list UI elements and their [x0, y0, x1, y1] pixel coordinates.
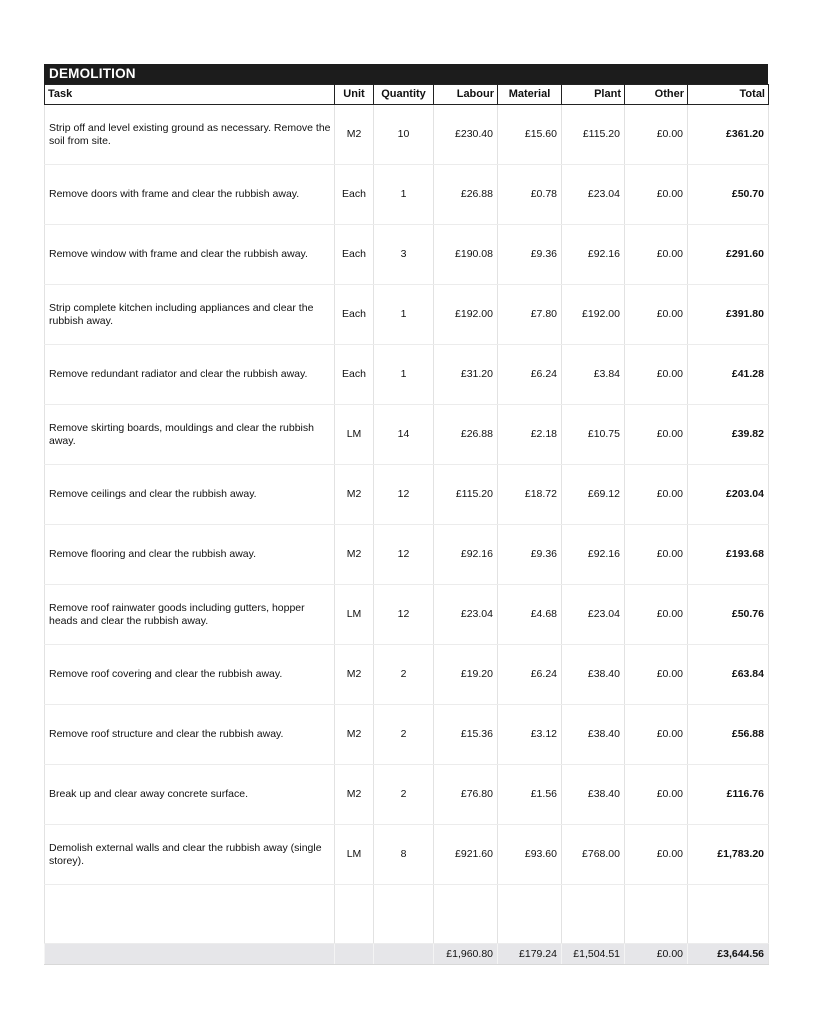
material-cell: £0.78 [498, 165, 562, 225]
quantity-cell: 2 [374, 765, 434, 825]
plant-cell: £23.04 [562, 165, 625, 225]
task-cell: Remove ceilings and clear the rubbish away. [45, 465, 335, 525]
quantity-cell: 2 [374, 645, 434, 705]
labour-cell: £190.08 [434, 225, 498, 285]
labour-cell: £921.60 [434, 825, 498, 885]
table-row [45, 585, 769, 645]
section-title: DEMOLITION [44, 64, 768, 84]
table-row [45, 705, 769, 765]
unit-cell: Each [335, 285, 374, 345]
labour-cell: £192.00 [434, 285, 498, 345]
blank-cell [625, 885, 688, 944]
table-row [45, 105, 769, 165]
task-cell: Remove roof rainwater goods including gutters, hopper heads and clear the rubbish away. [45, 585, 335, 645]
labour-cell: £31.20 [434, 345, 498, 405]
total-cell: £56.88 [688, 705, 769, 765]
table-row [45, 225, 769, 285]
plant-cell: £38.40 [562, 765, 625, 825]
unit-cell: M2 [335, 465, 374, 525]
task-cell: Remove roof structure and clear the rubbish away. [45, 705, 335, 765]
unit-cell: LM [335, 405, 374, 465]
total-other: £0.00 [625, 944, 688, 965]
quantity-cell: 3 [374, 225, 434, 285]
total-cell: £361.20 [688, 105, 769, 165]
other-cell: £0.00 [625, 765, 688, 825]
other-cell: £0.00 [625, 525, 688, 585]
totals-row [45, 944, 769, 965]
task-cell: Remove roof covering and clear the rubbish away. [45, 645, 335, 705]
material-cell: £9.36 [498, 525, 562, 585]
total-labour: £1,960.80 [434, 944, 498, 965]
labour-cell: £26.88 [434, 405, 498, 465]
quantity-cell: 12 [374, 465, 434, 525]
plant-cell: £92.16 [562, 525, 625, 585]
material-cell: £7.80 [498, 285, 562, 345]
header-labour: Labour [434, 85, 498, 105]
total-cell: £41.28 [688, 345, 769, 405]
plant-cell: £23.04 [562, 585, 625, 645]
blank-cell [434, 885, 498, 944]
header-task: Task [45, 85, 335, 105]
total-cell: £63.84 [688, 645, 769, 705]
task-cell: Remove redundant radiator and clear the rubbish away. [45, 345, 335, 405]
table-row [45, 765, 769, 825]
labour-cell: £23.04 [434, 585, 498, 645]
plant-cell: £92.16 [562, 225, 625, 285]
quantity-cell: 2 [374, 705, 434, 765]
table-row [45, 345, 769, 405]
material-cell: £1.56 [498, 765, 562, 825]
total-cell: £291.60 [688, 225, 769, 285]
task-cell: Strip complete kitchen including appliances and clear the rubbish away. [45, 285, 335, 345]
labour-cell: £230.40 [434, 105, 498, 165]
labour-cell: £26.88 [434, 165, 498, 225]
totals-label-cell [45, 944, 335, 965]
material-cell: £2.18 [498, 405, 562, 465]
task-cell: Break up and clear away concrete surface. [45, 765, 335, 825]
grand-total: £3,644.56 [688, 944, 769, 965]
total-cell: £1,783.20 [688, 825, 769, 885]
table-row [45, 825, 769, 885]
unit-cell: LM [335, 585, 374, 645]
total-cell: £116.76 [688, 765, 769, 825]
total-cell: £50.70 [688, 165, 769, 225]
material-cell: £18.72 [498, 465, 562, 525]
other-cell: £0.00 [625, 405, 688, 465]
table-row [45, 465, 769, 525]
plant-cell: £10.75 [562, 405, 625, 465]
plant-cell: £38.40 [562, 645, 625, 705]
unit-cell: M2 [335, 105, 374, 165]
plant-cell: £38.40 [562, 705, 625, 765]
other-cell: £0.00 [625, 645, 688, 705]
quantity-cell: 1 [374, 285, 434, 345]
quantity-cell: 12 [374, 585, 434, 645]
cost-table [44, 84, 769, 965]
unit-cell: M2 [335, 705, 374, 765]
blank-row [45, 885, 769, 944]
blank-cell [498, 885, 562, 944]
plant-cell: £3.84 [562, 345, 625, 405]
labour-cell: £19.20 [434, 645, 498, 705]
other-cell: £0.00 [625, 465, 688, 525]
unit-cell: LM [335, 825, 374, 885]
total-cell: £391.80 [688, 285, 769, 345]
header-material: Material [498, 85, 562, 105]
unit-cell: Each [335, 345, 374, 405]
plant-cell: £192.00 [562, 285, 625, 345]
material-cell: £6.24 [498, 645, 562, 705]
total-cell: £193.68 [688, 525, 769, 585]
other-cell: £0.00 [625, 585, 688, 645]
quantity-cell: 1 [374, 345, 434, 405]
labour-cell: £76.80 [434, 765, 498, 825]
header-plant: Plant [562, 85, 625, 105]
task-cell: Remove flooring and clear the rubbish away. [45, 525, 335, 585]
other-cell: £0.00 [625, 225, 688, 285]
header-quantity: Quantity [374, 85, 434, 105]
quantity-cell: 10 [374, 105, 434, 165]
other-cell: £0.00 [625, 285, 688, 345]
table-row [45, 285, 769, 345]
plant-cell: £115.20 [562, 105, 625, 165]
material-cell: £3.12 [498, 705, 562, 765]
other-cell: £0.00 [625, 345, 688, 405]
labour-cell: £15.36 [434, 705, 498, 765]
task-cell: Remove window with frame and clear the rubbish away. [45, 225, 335, 285]
material-cell: £4.68 [498, 585, 562, 645]
material-cell: £15.60 [498, 105, 562, 165]
quantity-cell: 12 [374, 525, 434, 585]
labour-cell: £115.20 [434, 465, 498, 525]
totals-quantity-cell [374, 944, 434, 965]
unit-cell: M2 [335, 525, 374, 585]
header-other: Other [625, 85, 688, 105]
unit-cell: M2 [335, 645, 374, 705]
header-total: Total [688, 85, 769, 105]
task-cell: Strip off and level existing ground as necessary. Remove the soil from site. [45, 105, 335, 165]
header-row [45, 85, 769, 105]
unit-cell: Each [335, 225, 374, 285]
task-cell: Remove skirting boards, mouldings and clear the rubbish away. [45, 405, 335, 465]
table-row [45, 645, 769, 705]
plant-cell: £69.12 [562, 465, 625, 525]
other-cell: £0.00 [625, 165, 688, 225]
other-cell: £0.00 [625, 705, 688, 765]
unit-cell: Each [335, 165, 374, 225]
material-cell: £9.36 [498, 225, 562, 285]
total-cell: £39.82 [688, 405, 769, 465]
demolition-sheet [44, 64, 768, 965]
total-plant: £1,504.51 [562, 944, 625, 965]
blank-cell [45, 885, 335, 944]
blank-cell [688, 885, 769, 944]
task-cell: Remove doors with frame and clear the rubbish away. [45, 165, 335, 225]
quantity-cell: 14 [374, 405, 434, 465]
quantity-cell: 1 [374, 165, 434, 225]
table-row [45, 525, 769, 585]
quantity-cell: 8 [374, 825, 434, 885]
material-cell: £93.60 [498, 825, 562, 885]
other-cell: £0.00 [625, 825, 688, 885]
blank-cell [335, 885, 374, 944]
table-row [45, 165, 769, 225]
total-cell: £203.04 [688, 465, 769, 525]
blank-cell [562, 885, 625, 944]
blank-cell [374, 885, 434, 944]
other-cell: £0.00 [625, 105, 688, 165]
task-cell: Demolish external walls and clear the rubbish away (single storey). [45, 825, 335, 885]
labour-cell: £92.16 [434, 525, 498, 585]
total-material: £179.24 [498, 944, 562, 965]
plant-cell: £768.00 [562, 825, 625, 885]
unit-cell: M2 [335, 765, 374, 825]
header-unit: Unit [335, 85, 374, 105]
material-cell: £6.24 [498, 345, 562, 405]
total-cell: £50.76 [688, 585, 769, 645]
table-row [45, 405, 769, 465]
totals-unit-cell [335, 944, 374, 965]
